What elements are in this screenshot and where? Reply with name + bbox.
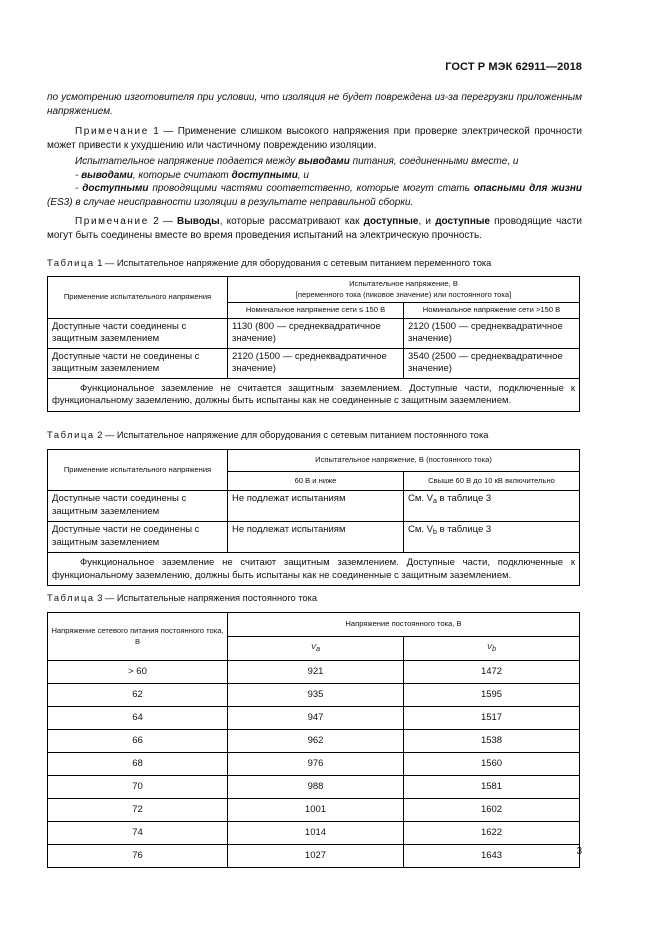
note-2: Примечание 2 — Выводы, которые рассматривают как доступные, и доступные проводящие части могут быть соединены вместе во время проведения испытаний на электрическую прочность. [47,216,583,241]
table3-cell: 1472 [404,661,580,684]
table-row [48,730,580,753]
table3-cell: 962 [228,730,404,753]
table2-cell: См. $V_a$ в таблице 3 [404,491,580,522]
table2-sub2: Свыше 60 В до 10 кВ включительно [404,471,580,491]
table1-cell: 2120 (1500 — среднеквадратичное значение) [228,348,404,378]
table-row [48,822,580,845]
list-item-terminals: - выводами, которые считают доступными, и [75,170,309,181]
table3-cell: 1622 [404,822,580,845]
table2-sub1: 60 В и ниже [228,471,404,491]
table3-cell: 66 [48,730,228,753]
table3-sub-vb: $V_b$ [404,636,580,661]
table3-cell: 64 [48,707,228,730]
paragraph-continuation: по усмотрению изготовителя при условии, что изоляция не будет повреждена из-за перегрузки приложенным напряжением. [47,92,582,117]
table-row [48,776,580,799]
table3-caption: Таблица 3 — Испытательные напряжения постоянного тока [47,593,318,603]
table1-note: Функциональное заземление не считается защитным заземлением. Доступные части, подключенные к функциональному заземлению, должны быть испытаны как не соединенные с защитным заземлением. [48,378,580,411]
table3-cell: 1027 [228,845,404,868]
table3-cell: 976 [228,753,404,776]
table2-col-header: Применение испытательного напряжения [48,450,228,491]
table1-sub2: Номинальное напряжение сети >150 В [404,303,580,319]
table3-cell: 1643 [404,845,580,868]
table3-cell: 935 [228,684,404,707]
table2 [47,449,580,586]
table-row [48,707,580,730]
table1-cell: 1130 (800 — среднеквадратичное значение) [228,318,404,348]
table3-cell: 76 [48,845,228,868]
table-row [48,753,580,776]
table-row [48,348,580,378]
table3-cell: 921 [228,661,404,684]
table1-row-label: Доступные части не соединены с защитным заземлением [48,348,228,378]
table3-cell: 1602 [404,799,580,822]
table1-sub1: Номинальное напряжение сети ≤ 150 В [228,303,404,319]
table3-cell: 1517 [404,707,580,730]
table2-cell: Не подлежат испытаниям [228,522,404,553]
note-1: Примечание 1 — Применение слишком высокого напряжения при проверке электрической прочности может привести к ухудшению или частичному повреждению изоляции. [47,126,582,151]
table-row [48,684,580,707]
table3-cell: 1538 [404,730,580,753]
table2-note-row [48,553,580,586]
page-number: 3 [576,846,582,857]
table3-sub-va: $V_a$ [228,636,404,661]
table2-caption: Таблица 2 — Испытательное напряжение для оборудования с сетевым питанием постоянного тока [47,430,489,440]
table3 [47,612,580,868]
table1-col-header: Применение испытательного напряжения [48,277,228,319]
table1-row-label: Доступные части соединены с защитным заземлением [48,318,228,348]
table-row [48,522,580,553]
table2-cell: Не подлежат испытаниям [228,491,404,522]
table-row [48,318,580,348]
table-row [48,491,580,522]
list-item-accessible: - доступными проводящими частями соответственно, которые могут стать опасными для жизни (ES3) в случае неисправности изоляции в результате неправильной сборки. [47,183,583,208]
table3-header-row [48,613,580,637]
table3-cell: 74 [48,822,228,845]
table2-header-row [48,450,580,472]
table1 [47,276,580,412]
table3-cell: 988 [228,776,404,799]
table3-cell: 70 [48,776,228,799]
table-row [48,845,580,868]
paragraph-test-voltage: Испытательное напряжение подается между выводами питания, соединенными вместе, и [75,156,519,167]
table3-group-header: Напряжение постоянного тока, В [228,613,580,637]
table3-cell: 1581 [404,776,580,799]
table3-cell: > 60 [48,661,228,684]
table3-cell: 1560 [404,753,580,776]
table3-cell: 1014 [228,822,404,845]
table3-cell: 68 [48,753,228,776]
table2-row-label: Доступные части соединены с защитным заземлением [48,491,228,522]
table2-cell: См. $V_b$ в таблице 3 [404,522,580,553]
table3-cell: 1595 [404,684,580,707]
table1-cell: 2120 (1500 — среднеквадратичное значение) [404,318,580,348]
table3-cell: 62 [48,684,228,707]
table2-note: Функциональное заземление не считают защитным заземлением. Доступные части, подключенные к функциональному заземлению, должны быть испытаны как не соединенные с защитным заземлением. [48,553,580,586]
table1-header-row [48,277,580,303]
table3-col-header: Напряжение сетевого питания постоянного тока, В [48,613,228,661]
table1-cell: 3540 (2500 — среднеквадратичное значение) [404,348,580,378]
table3-cell: 1001 [228,799,404,822]
table-row [48,799,580,822]
table1-caption: Таблица 1 — Испытательное напряжение для оборудования с сетевым питанием переменного тока [47,258,492,268]
document-id: ГОСТ Р МЭК 62911—2018 [445,61,582,73]
table1-group-header: Испытательное напряжение, В [переменного тока (пиковое значение) или постоянного тока] [228,277,580,303]
table-row [48,661,580,684]
table3-cell: 72 [48,799,228,822]
table2-row-label: Доступные части не соединены с защитным заземлением [48,522,228,553]
table3-cell: 947 [228,707,404,730]
table1-note-row [48,378,580,411]
table2-group-header: Испытательное напряжение, В (постоянного тока) [228,450,580,472]
